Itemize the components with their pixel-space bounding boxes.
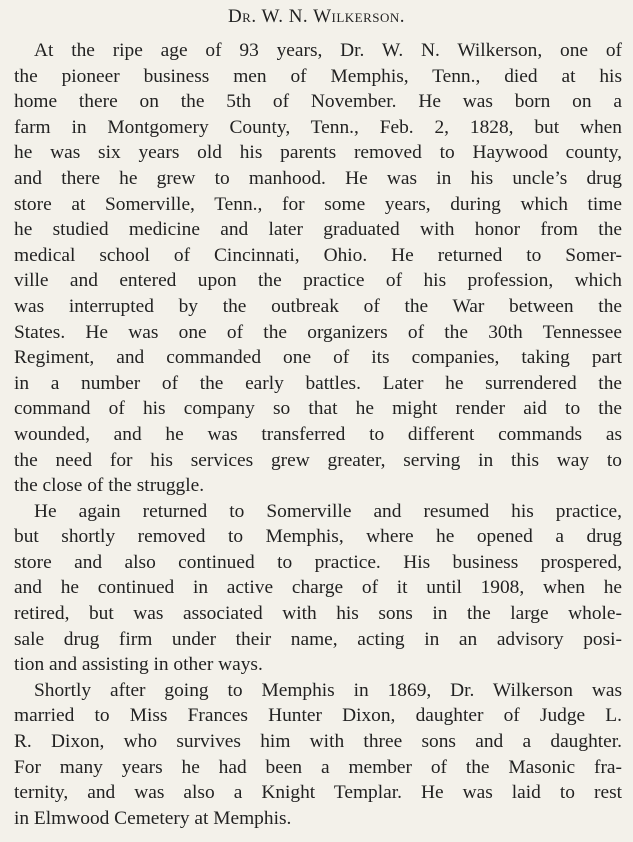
- article-body: [14, 38, 622, 831]
- text-line: ville and entered upon the practice of his profession, which: [14, 270, 622, 292]
- text-line: R. Dixon, who survives him with three sons and a daughter.: [14, 731, 622, 753]
- text-line: At the ripe age of 93 years, Dr. W. N. Wilkerson, one of: [34, 40, 622, 61]
- text-line: sale drug firm under their name, acting in an advisory posi-: [14, 628, 622, 650]
- text-line: the pioneer business men of Memphis, Tenn., died at his: [14, 65, 622, 87]
- text-line: store at Somerville, Tenn., for some years, during which time: [14, 193, 622, 215]
- text-line: For many years he had been a member of the Masonic fra-: [14, 756, 622, 778]
- text-line: He again returned to Somerville and resumed his practice,: [34, 500, 622, 522]
- text-line: Shortly after going to Memphis in 1869, Dr. Wilkerson was: [34, 679, 622, 701]
- text-line: but shortly removed to Memphis, where he opened a drug: [14, 526, 622, 548]
- text-line: retired, but was associated with his sons in the large whole-: [14, 603, 622, 625]
- text-line: he studied medicine and later graduated with honor from the: [14, 219, 622, 241]
- article-title: Dr. W. N. Wilkerson.: [227, 6, 406, 27]
- text-line: medical school of Cincinnati, Ohio. He returned to Somer-: [14, 244, 622, 266]
- text-line: Regiment, and commanded one of its companies, taking part: [14, 347, 622, 369]
- text-line: ternity, and was also a Knight Templar. He was laid to rest: [14, 782, 622, 804]
- text-line: store and also continued to practice. His business prospered,: [14, 551, 622, 573]
- text-line: home there on the 5th of November. He was born on a: [14, 91, 622, 113]
- paragraph-1: [14, 38, 622, 499]
- text-line: command of his company so that he might render aid to the: [14, 398, 622, 420]
- paragraph-3: [14, 678, 622, 832]
- text-line: and there he grew to manhood. He was in his uncle’s drug: [14, 167, 622, 189]
- text-line: married to Miss Frances Hunter Dixon, daughter of Judge L.: [14, 705, 622, 727]
- text-line: tion and assisting in other ways.: [14, 654, 263, 676]
- text-line: and he continued in active charge of it until 1908, when he: [14, 577, 622, 599]
- text-line: wounded, and he was transferred to different commands as: [14, 423, 622, 445]
- text-line: in a number of the early battles. Later he surrendered the: [14, 372, 622, 394]
- text-line: the need for his services grew greater, serving in this way to: [14, 449, 622, 471]
- text-line: the close of the struggle.: [14, 475, 205, 497]
- text-line: States. He was one of the organizers of the 30th Tennessee: [14, 321, 622, 343]
- paragraph-2: [14, 499, 622, 678]
- text-line: was interrupted by the outbreak of the War between the: [14, 295, 622, 317]
- text-line: he was six years old his parents removed to Haywood county,: [14, 142, 622, 164]
- text-line: farm in Montgomery County, Tenn., Feb. 2, 1828, but when: [14, 116, 622, 138]
- text-line: in Elmwood Cemetery at Memphis.: [14, 807, 292, 829]
